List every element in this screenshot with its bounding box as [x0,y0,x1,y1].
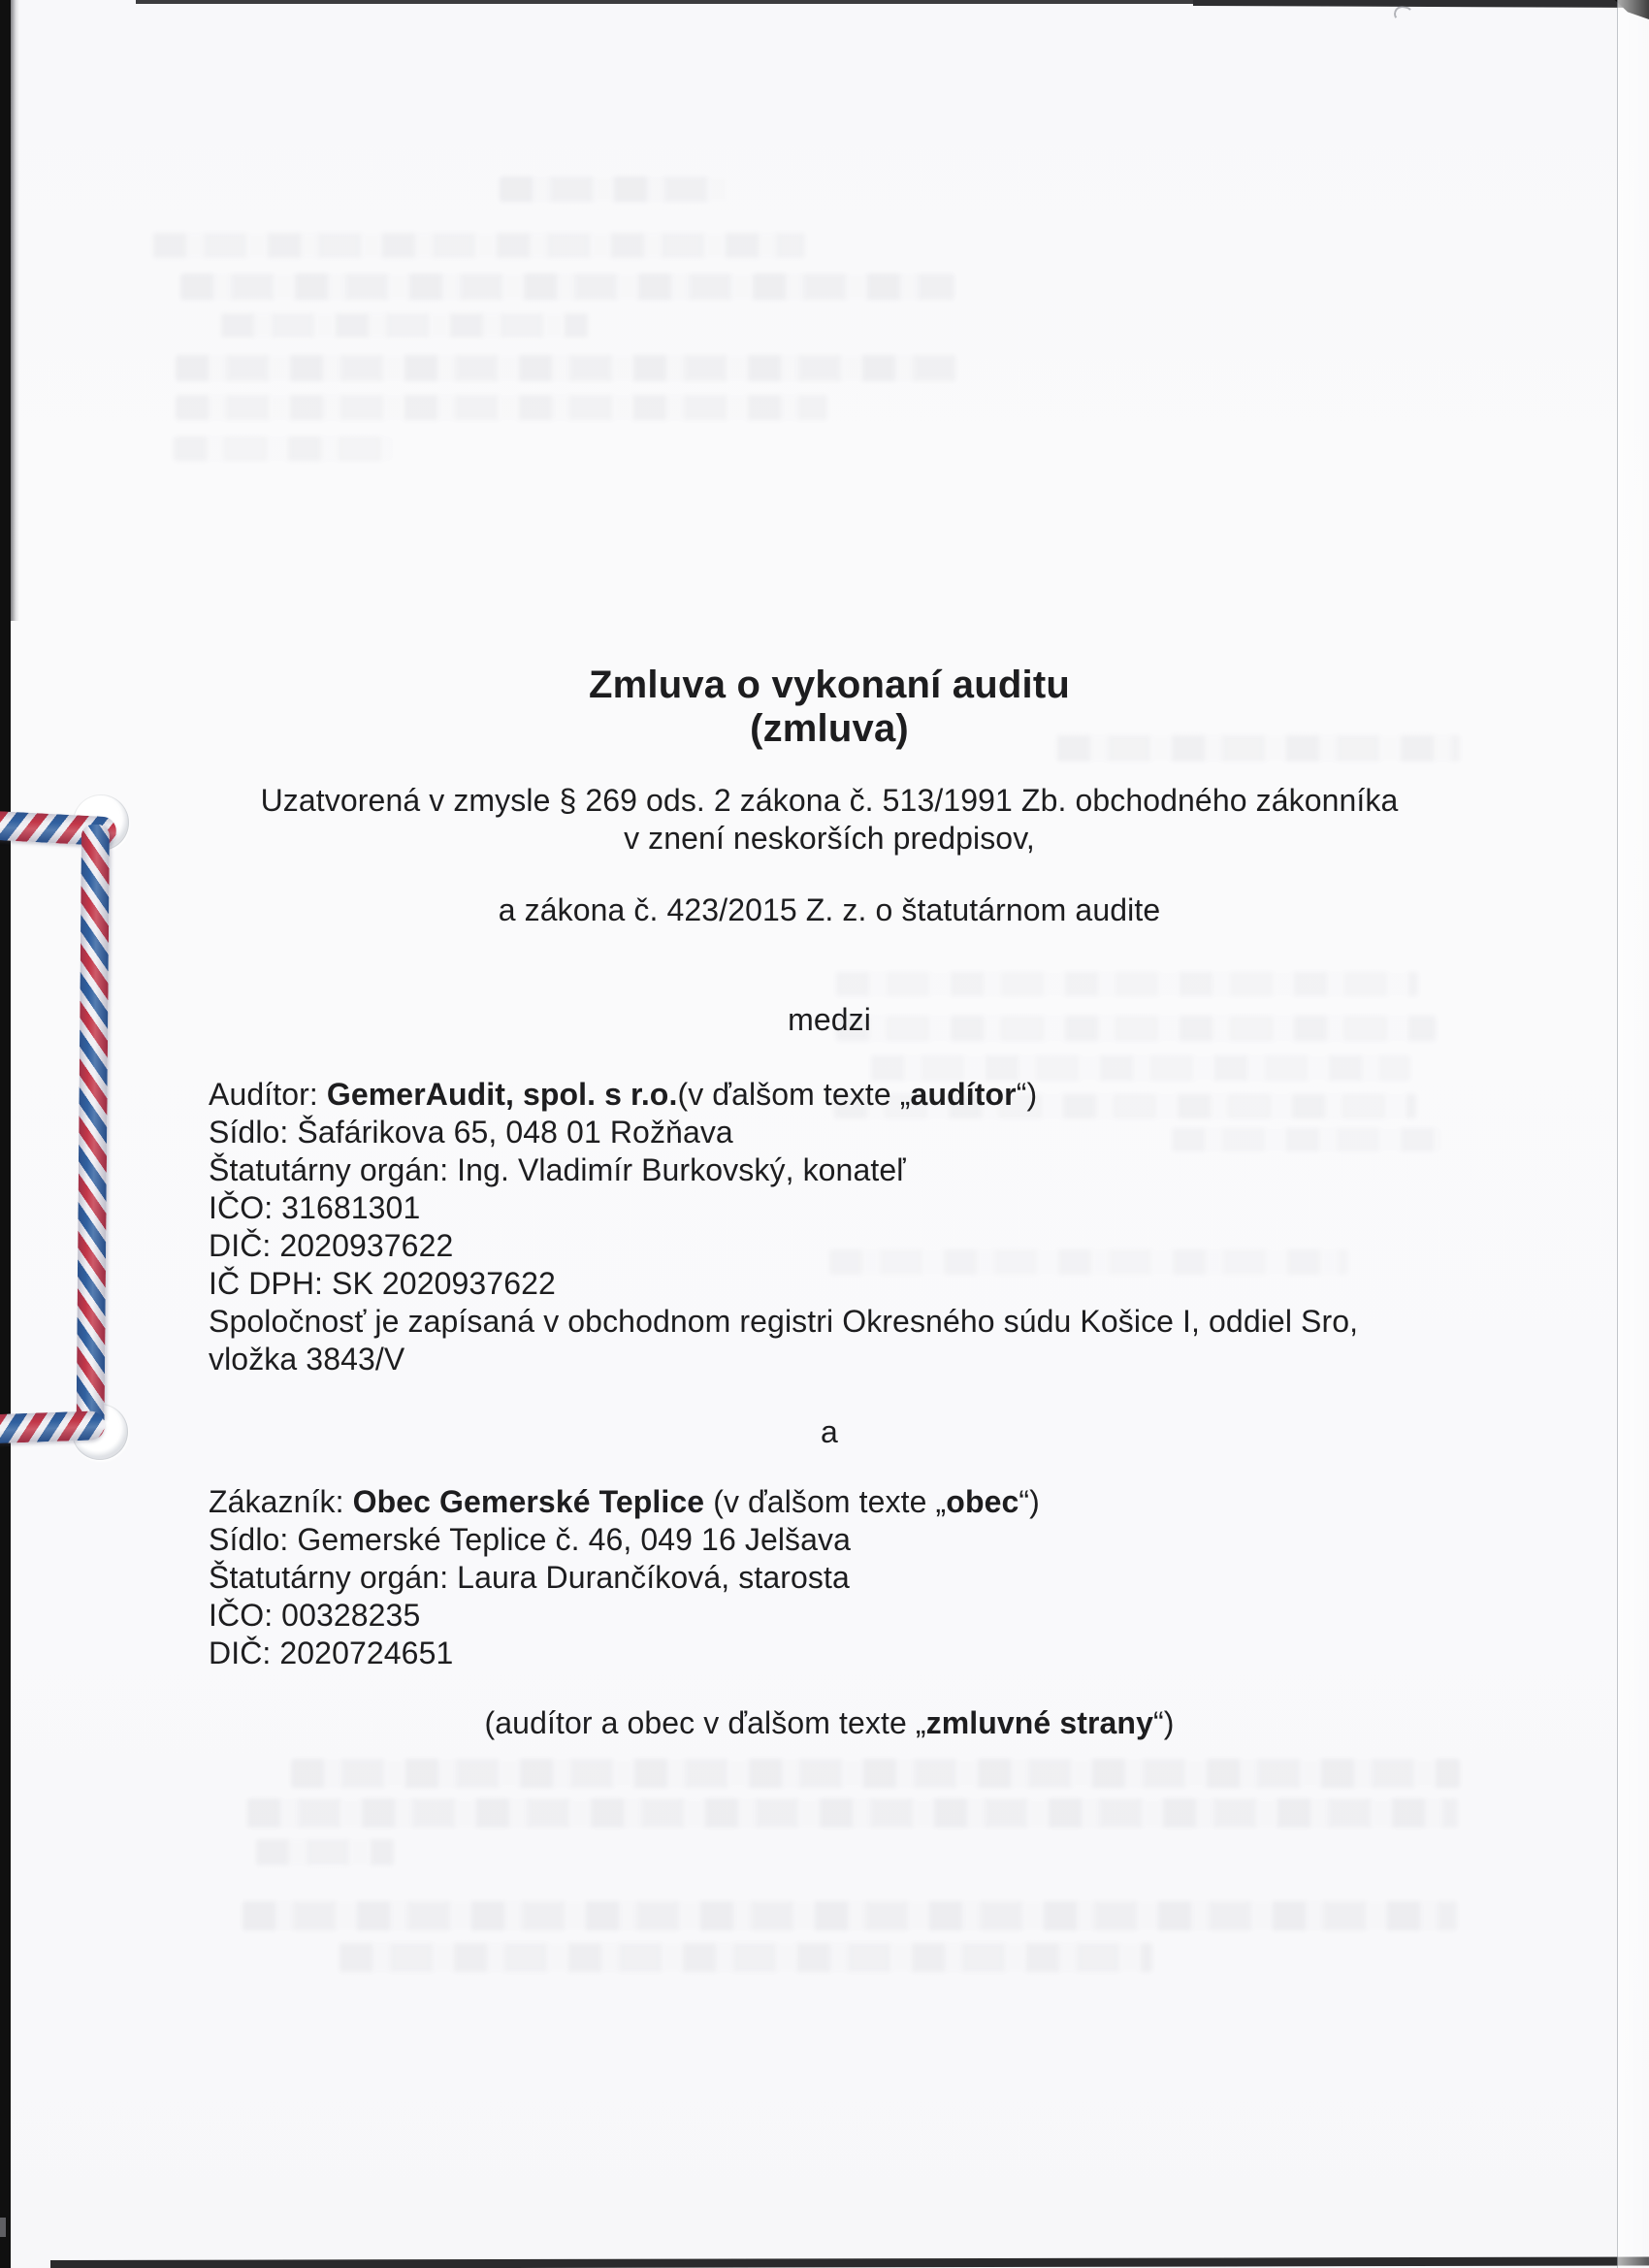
auditor-statutory: Štatutárny orgán: Ing. Vladimír Burkovský, konateľ [209,1152,906,1187]
auditor-registration-2: vložka 3843/V [209,1342,405,1377]
client-statutory: Štatutárny orgán: Laura Durančíková, starosta [209,1560,850,1595]
auditor-address: Sídlo: Šafárikova 65, 048 01 Rožňava [209,1115,733,1150]
auditor-dic: DIČ: 2020937622 [209,1228,454,1263]
bleed-through-text [836,972,1418,996]
scan-edge-bottom [50,2257,1649,2268]
intro-line-1: Uzatvorená v zmysle § 269 ods. 2 zákona č. 513/1991 Zb. obchodného zákonníka [260,783,1399,818]
binding-cord-bottom-segment [0,1410,105,1443]
between-word: medzi [788,1002,871,1037]
auditor-alias: audítor [910,1077,1017,1112]
client-dic: DIČ: 2020724651 [209,1636,454,1670]
client-alias: obec [946,1484,1019,1519]
scan-edge-top-right [1193,0,1649,8]
auditor-registration-1: Spoločnosť je zapísaná v obchodnom registri Okresného súdu Košice I, oddiel Sro, [209,1304,1359,1339]
client-address: Sídlo: Gemerské Teplice č. 46, 049 16 Jelšava [209,1522,852,1557]
scan-artifact-mark [1392,4,1413,24]
bleed-through-text [174,437,393,461]
document-title [209,664,1450,751]
auditor-heading: Audítor: GemerAudit, spol. s r.o.(v ďalšom texte „audítor“) [209,1077,1038,1112]
paper-edge-seam-right [1617,0,1649,2268]
bleed-through-text [242,1901,1457,1930]
auditor-company-name: GemerAudit, spol. s r.o. [326,1077,678,1112]
bleed-through-text [500,177,728,202]
auditor-icdph: IČ DPH: SK 2020937622 [209,1266,556,1301]
client-heading: Zákazník: Obec Gemerské Teplice (v ďalšom texte „obec“) [209,1484,1040,1519]
bleed-through-text [247,1798,1458,1828]
title-line-1: Zmluva o vykonaní auditu [589,664,1070,706]
law-reference: a zákona č. 423/2015 Z. z. o štatutárnom audite [498,892,1161,927]
scan-edge-left-shadow [11,0,19,621]
intro-clause [209,782,1450,858]
bleed-through-text [256,1839,394,1865]
bleed-through-text [176,355,957,381]
client-ico: IČO: 00328235 [209,1598,421,1633]
auditor-ico: IČO: 31681301 [209,1190,421,1225]
bleed-through-text [153,233,805,258]
closing-clause: (audítor a obec v ďalšom texte „zmluvné strany“) [484,1705,1175,1740]
parties-alias: zmluvné strany [925,1705,1153,1740]
bleed-through-text [221,313,588,338]
bleed-through-text [180,274,954,300]
binding-cord-vertical-segment [77,825,110,1420]
client-block [209,1483,1450,1672]
scan-edge-left [0,0,11,2268]
title-line-2: (zmluva) [750,707,909,750]
bleed-through-text [291,1759,1460,1788]
client-name: Obec Gemerské Teplice [352,1484,705,1519]
bleed-through-text [176,395,827,420]
intro-line-2: v znení neskorších predpisov, [624,821,1035,856]
bleed-through-text [340,1943,1152,1972]
and-word: a [821,1414,838,1449]
scan-artifact-left-mark [0,2218,6,2237]
auditor-block [209,1076,1450,1378]
